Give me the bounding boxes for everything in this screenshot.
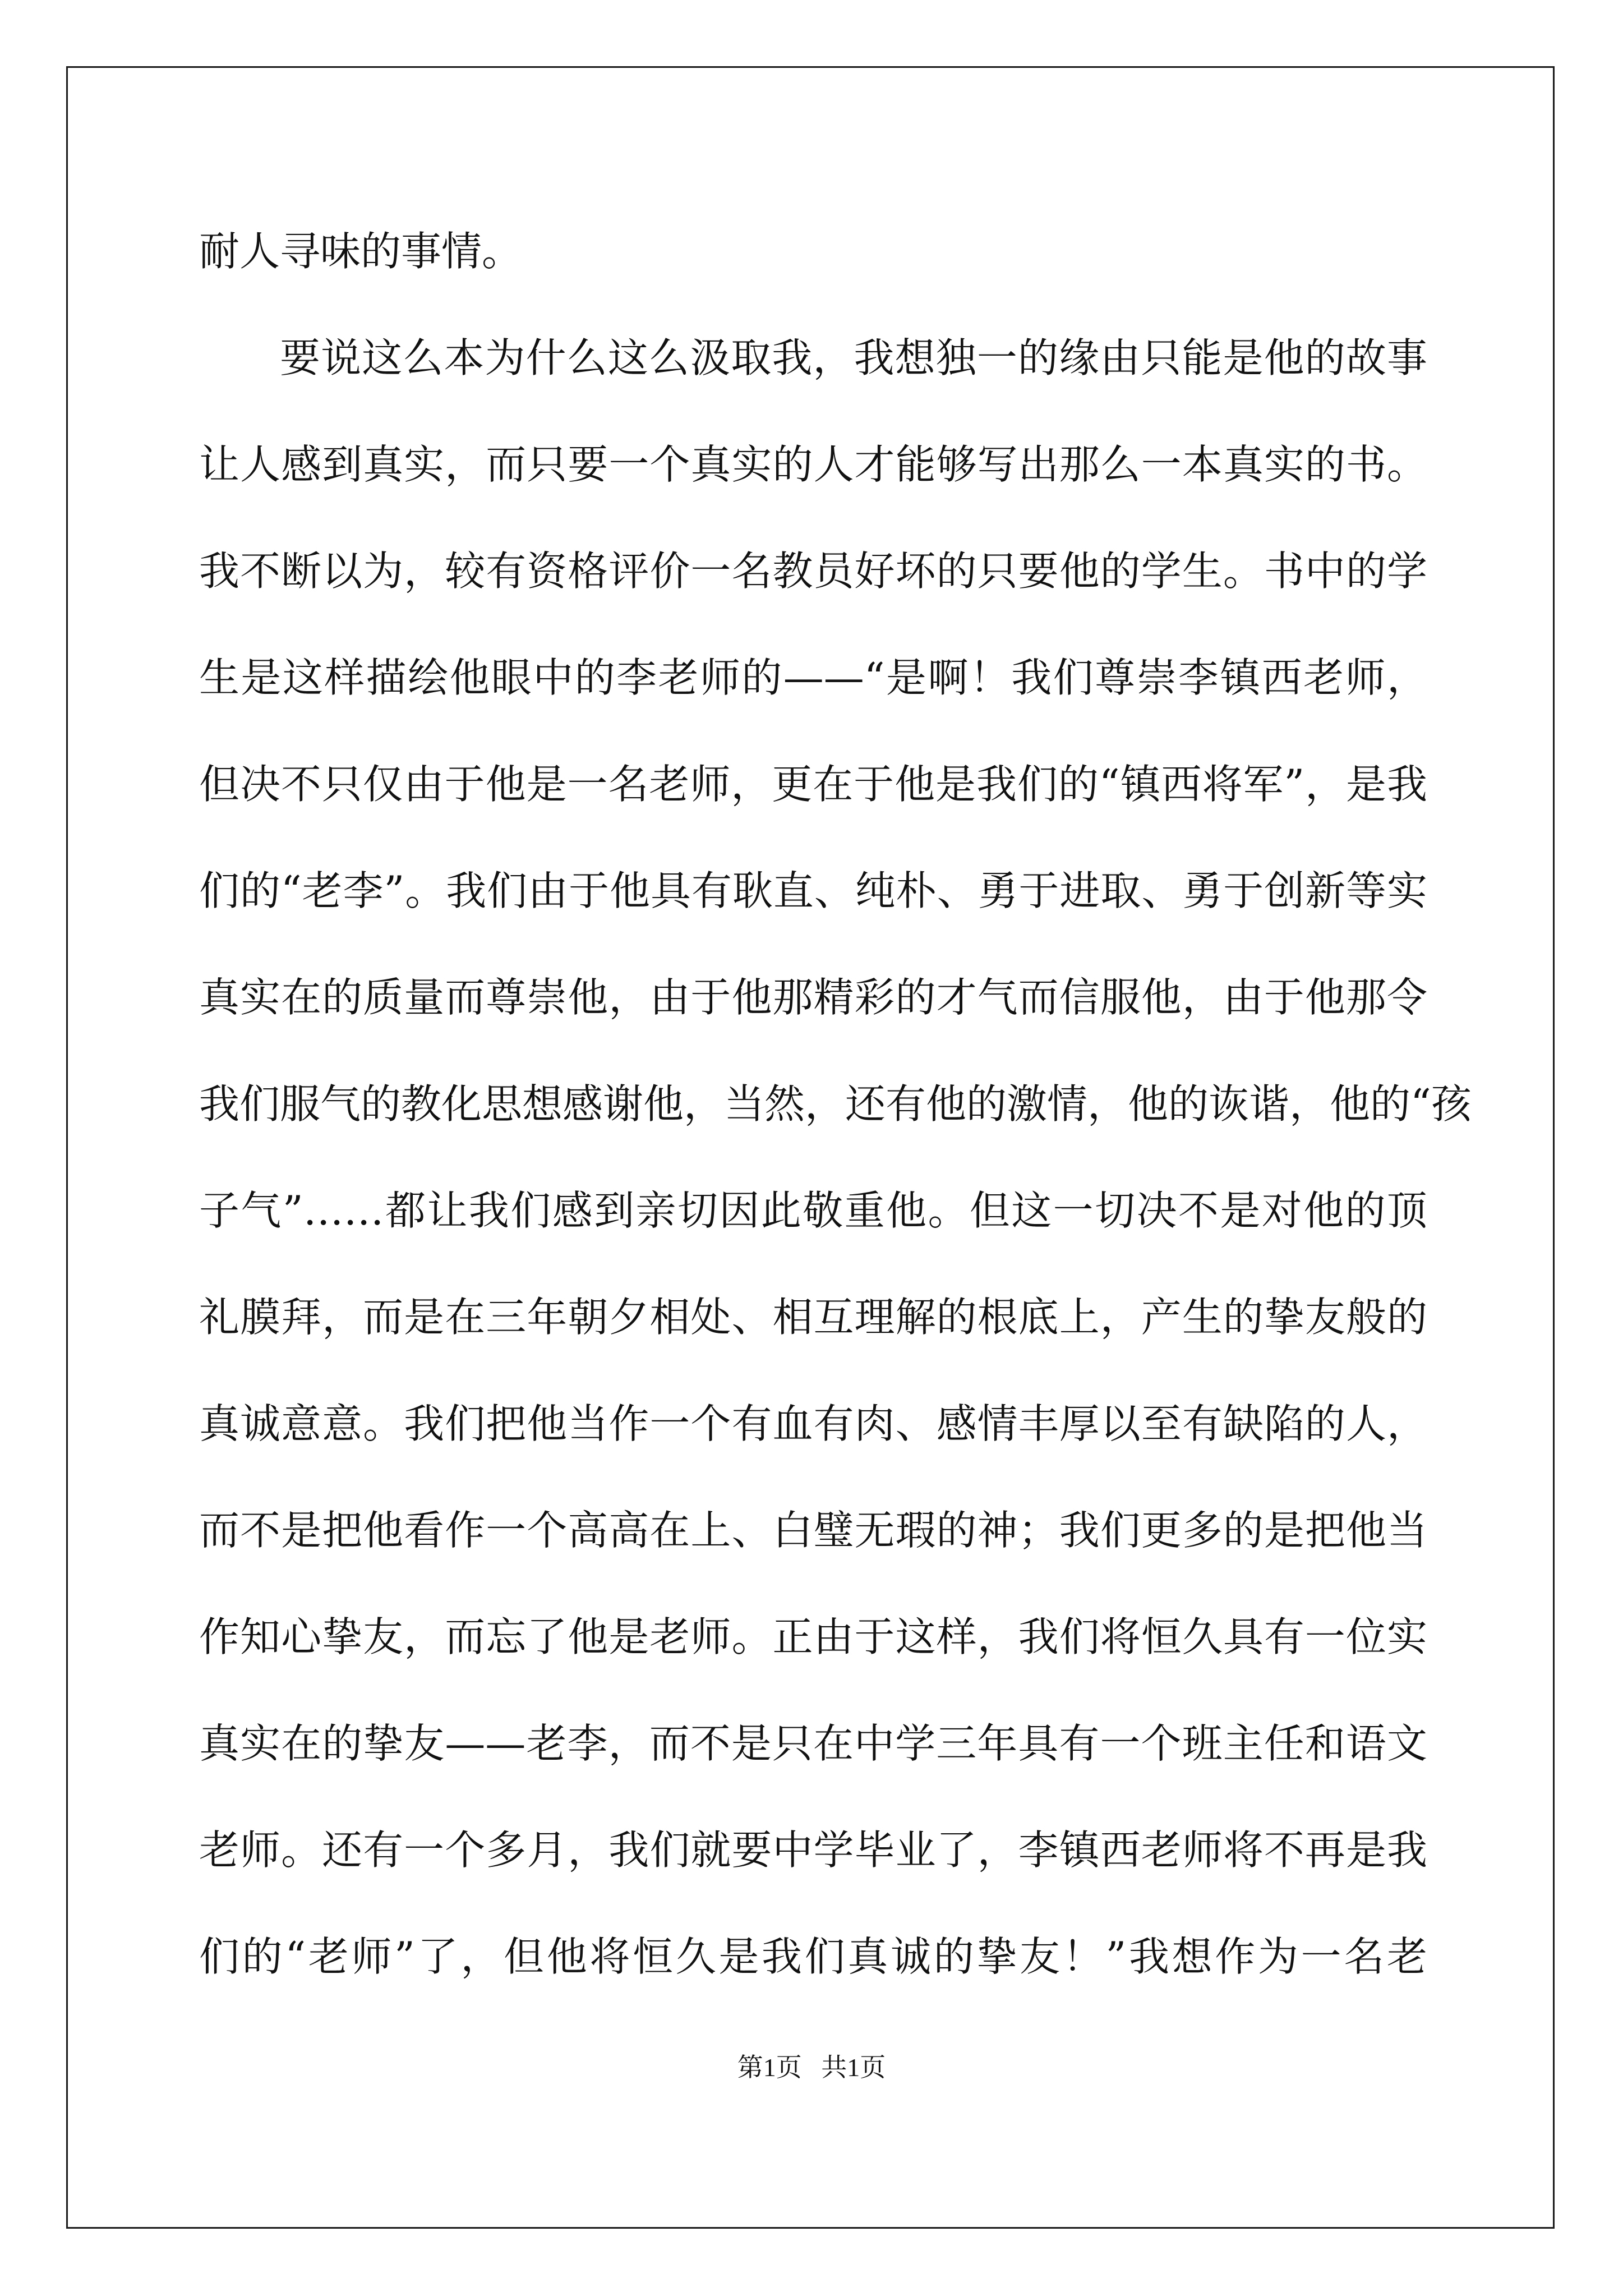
page-total: 共1页: [821, 2053, 886, 2082]
text-line: 我不断以为，较有资格评价一名教员好坏的只要他的学生。书中的学: [199, 547, 1427, 595]
text-line: 让人感到真实，而只要一个真实的人才能够写出那么一本真实的书。: [199, 441, 1427, 488]
text-line: 们的“老师”了，但他将恒久是我们真诚的挚友！”我想作为一名老: [199, 1933, 1427, 1980]
text-line: 老师。还有一个多月，我们就要中学毕业了，李镇西老师将不再是我: [199, 1826, 1427, 1874]
page-number: 第1页: [737, 2053, 802, 2082]
text-line: 作知心挚友，而忘了他是老师。正由于这样，我们将恒久具有一位实: [199, 1613, 1427, 1660]
page-footer: [0, 2051, 1623, 2085]
text-line: 但决不只仅由于他是一名老师，更在于他是我们的“镇西将军”，是我: [199, 761, 1427, 808]
text-line: 子气”……都让我们感到亲切因此敬重他。但这一切决不是对他的顶: [199, 1187, 1427, 1234]
text-line: 而不是把他看作一个高高在上、白璧无瑕的神；我们更多的是把他当: [199, 1507, 1427, 1554]
text-line: 真诚意意。我们把他当作一个有血有肉、感情丰厚以至有缺陷的人，: [199, 1400, 1427, 1447]
text-line: 耐人寻味的事情。: [199, 228, 523, 275]
text-line: 们的“老李”。我们由于他具有耿直、纯朴、勇于进取、勇于创新等实: [199, 867, 1427, 914]
text-line: 真实在的质量而尊崇他，由于他那精彩的才气而信服他，由于他那令: [199, 974, 1427, 1021]
text-line: 礼膜拜，而是在三年朝夕相处、相互理解的根底上，产生的挚友般的: [199, 1294, 1427, 1341]
text-line: 真实在的挚友——老李，而不是只在中学三年具有一个班主任和语文: [199, 1720, 1427, 1767]
text-line: 要说这么本为什么这么汲取我，我想独一的缘由只能是他的故事: [280, 334, 1427, 381]
text-line: 我们服气的教化思想感谢他，当然，还有他的激情，他的诙谐，他的“孩: [199, 1080, 1472, 1128]
text-line: 生是这样描绘他眼中的李老师的——“是啊！我们尊崇李镇西老师，: [199, 654, 1427, 701]
